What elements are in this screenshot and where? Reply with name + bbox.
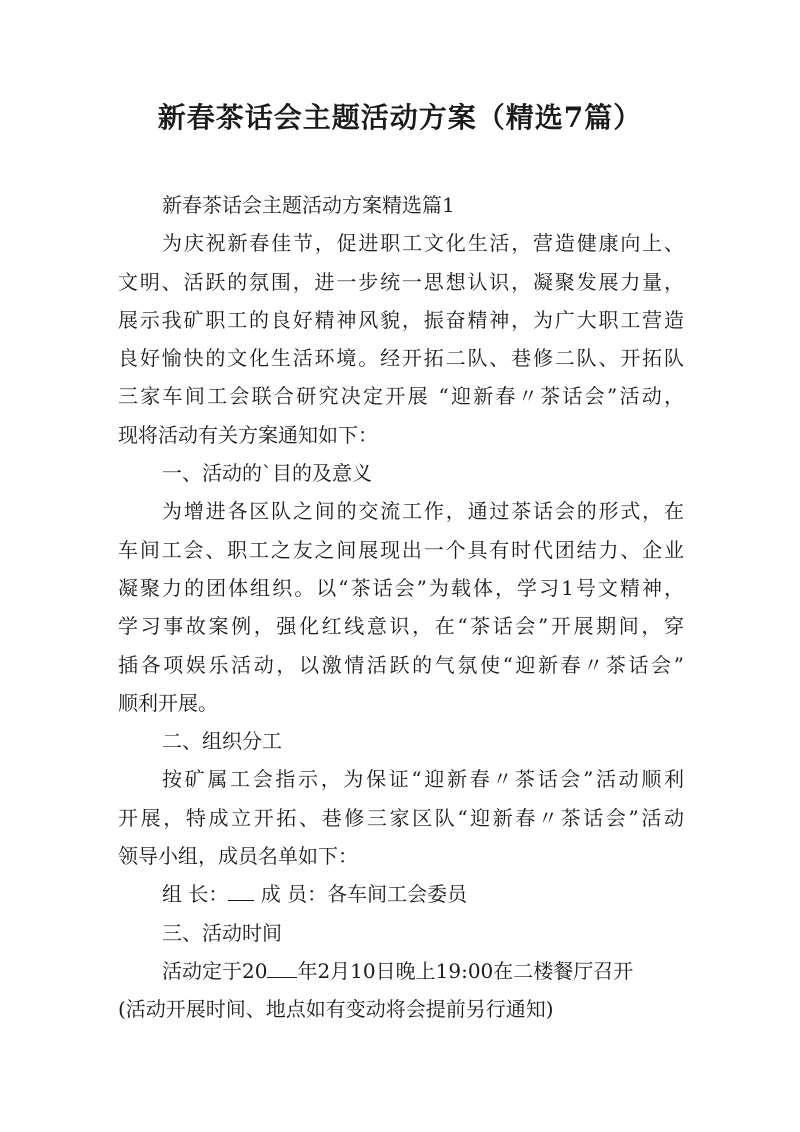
paragraph-purpose bbox=[118, 492, 684, 722]
paragraph-time bbox=[118, 952, 684, 1029]
time-prefix: 活动定于20 bbox=[162, 958, 268, 983]
paragraph-line: 开展，特成立开拓、巷修三家区队“迎新春〃茶话会”活动 bbox=[118, 805, 684, 830]
paragraph-line: 顺利开展。 bbox=[118, 690, 218, 715]
paragraph-line: 按矿属工会指示，为保证“迎新春〃茶话会”活动顺利 bbox=[162, 767, 684, 792]
paragraph-line: (活动开展时间、地点如有变动将会提前另行通知) bbox=[118, 997, 554, 1022]
members-label: 成 员：各车间工会委员 bbox=[260, 882, 468, 907]
document-body bbox=[118, 186, 684, 1029]
time-suffix: 年2月10日晚上19:00在二楼餐厅召开 bbox=[297, 958, 634, 983]
section-subtitle: 新春茶话会主题活动方案精选篇1 bbox=[162, 193, 455, 217]
paragraph-line: 为庆祝新春佳节，促进职工文化生活，营造健康向上、 bbox=[162, 231, 684, 256]
section-heading-organization: 二、组织分工 bbox=[162, 729, 282, 754]
leader-line bbox=[118, 875, 684, 913]
leader-label: 组 长： bbox=[162, 882, 229, 907]
paragraph-line: 学习事故案例，强化红线意识，在“茶话会”开展期间，穿 bbox=[118, 614, 684, 639]
paragraph-line: 文明、活跃的氛围，进一步统一思想认识，凝聚发展力量， bbox=[118, 269, 684, 294]
paragraph-line bbox=[118, 952, 684, 990]
paragraph-line: 为增进各区队之间的交流工作，通过茶话会的形式，在 bbox=[162, 499, 684, 524]
paragraph-line: 领导小组，成员名单如下： bbox=[118, 844, 358, 869]
paragraph-line: 现将活动有关方案通知如下： bbox=[118, 422, 378, 447]
year-blank bbox=[267, 959, 297, 978]
document-title: 新春茶话会主题活动方案（精选7篇） bbox=[157, 101, 643, 134]
section-heading-time: 三、活动时间 bbox=[162, 920, 282, 945]
paragraph-intro bbox=[118, 224, 684, 454]
section-heading-purpose: 一、活动的`目的及意义 bbox=[162, 461, 372, 486]
leader-blank bbox=[228, 882, 254, 901]
paragraph-organization bbox=[118, 760, 684, 875]
paragraph-line: 良好愉快的文化生活环境。经开拓二队、巷修二队、开拓队 bbox=[118, 346, 684, 371]
paragraph-line: 凝聚力的团体组织。以“茶话会”为载体，学习1号文精神， bbox=[118, 575, 684, 600]
paragraph-line: 展示我矿职工的良好精神风貌，振奋精神，为广大职工营造 bbox=[118, 307, 684, 332]
paragraph-line: 插各项娱乐活动，以激情活跃的气氛使“迎新春〃茶话会” bbox=[118, 652, 684, 677]
paragraph-line: 车间工会、职工之友之间展现出一个具有时代团结力、企业 bbox=[118, 537, 684, 562]
paragraph-line: 三家车间工会联合研究决定开展 “迎新春〃茶话会”活动， bbox=[118, 384, 684, 409]
